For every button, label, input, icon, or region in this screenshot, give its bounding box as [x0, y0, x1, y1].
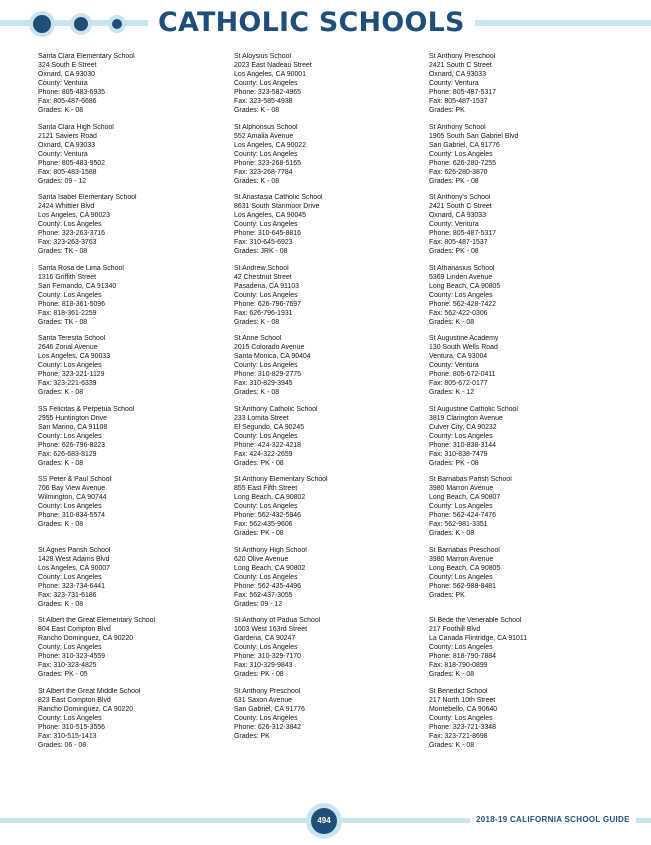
school-city: Montebello, CA 90640: [429, 705, 498, 713]
school-county: County: Los Angeles: [429, 644, 493, 651]
school-county: County: Los Angeles: [234, 644, 298, 651]
school-fax: Fax: 805-483-1588: [38, 168, 97, 176]
school-fax: Fax: 626-683-8129: [38, 450, 97, 458]
school-street: 42 Chestnut Street: [234, 273, 292, 281]
school-phone: Phone: 424-322-4218: [234, 441, 302, 449]
school-fax: Fax: 562-981-3351: [429, 521, 488, 528]
school-name: St Anthony High School: [234, 546, 307, 554]
school-county: County: Los Angeles: [234, 150, 298, 158]
school-county: County: Los Angeles: [234, 291, 298, 299]
school-grades: Grades: K - 12: [429, 389, 475, 396]
school-phone: Phone: 626-312-3842: [234, 723, 302, 731]
school-phone: Phone: 562-432-5946: [234, 512, 302, 519]
school-street: 1003 West 163rd Street: [234, 626, 308, 633]
school-phone: Phone: 310-515-3556: [38, 723, 106, 731]
school-county: County: Los Angeles: [429, 432, 493, 440]
school-county: County: Ventura: [38, 80, 88, 87]
school-fax: Fax: 562-437-3055: [234, 591, 293, 599]
school-fax: Fax: 323-731-6186: [38, 591, 97, 599]
school-entry: [429, 546, 617, 617]
school-city: Los Angeles, CA 90033: [38, 353, 111, 360]
school-phone: Phone: 310-323-4559: [38, 653, 106, 660]
school-entry: [429, 52, 617, 123]
school-phone: Phone: 818-361-5096: [38, 300, 106, 308]
school-name: SS Peter & Paul School: [38, 476, 112, 483]
school-phone: Phone: 310-329-7170: [234, 653, 302, 660]
school-street: 1428 West Adams Blvd: [38, 555, 110, 563]
school-street: 804 East Compton Blvd: [38, 626, 111, 633]
school-phone: Phone: 310-645-8816: [234, 230, 302, 237]
school-county: County: Los Angeles: [38, 432, 102, 440]
school-city: Rancho Dominguez, CA 90220: [38, 635, 134, 642]
school-entry: [429, 334, 617, 405]
school-fax: Fax: 562-422-0306: [429, 309, 488, 317]
school-name: St Anne School: [234, 335, 282, 342]
school-county: County: Los Angeles: [38, 221, 102, 228]
school-grades: Grades: PK: [429, 591, 465, 599]
school-entry: [38, 546, 226, 617]
school-county: County: Los Angeles: [429, 573, 493, 581]
school-street: 631 Saxon Avenue: [234, 696, 293, 704]
school-name: St Andrew School: [234, 264, 289, 272]
school-phone: Phone: 323-721-3348: [429, 723, 497, 731]
school-street: 552 Amalia Avenue: [234, 132, 294, 140]
school-entry: [234, 616, 422, 687]
school-fax: Fax: 805-487-6686: [38, 98, 97, 105]
school-grades: Grades: PK: [429, 107, 465, 114]
school-name: St Anastasia Catholic School: [234, 194, 323, 201]
school-county: County: Los Angeles: [234, 362, 298, 369]
school-county: County: Ventura: [429, 362, 479, 369]
page-title: CATHOLIC SCHOOLS: [148, 6, 475, 40]
school-name: St Anthony Catholic School: [234, 405, 318, 413]
school-phone: Phone: 323-734-6441: [38, 582, 106, 590]
school-name: St Alphonsus School: [234, 123, 298, 131]
school-street: 3819 Clarington Avenue: [429, 414, 503, 422]
school-grades: Grades: K - 08: [429, 671, 475, 678]
school-grades: Grades: K - 08: [38, 389, 84, 396]
school-fax: Fax: 626-796-1931: [234, 309, 293, 317]
school-street: 5369 Linden Avenue: [429, 273, 493, 281]
school-entry: [429, 193, 617, 264]
school-city: Rancho Dominguez, CA 90220: [38, 705, 134, 713]
school-street: 1316 Griffith Street: [38, 273, 97, 281]
school-county: County: Los Angeles: [429, 503, 493, 510]
school-phone: Phone: 323-263-3716: [38, 230, 106, 237]
school-name: St Anthony Elementary School: [234, 476, 328, 483]
school-city: San Marino, CA 91108: [38, 423, 108, 431]
school-city: Long Beach, CA 90807: [429, 494, 501, 501]
school-city: Los Angeles, CA 90023: [38, 212, 111, 219]
school-street: 855 East Fifth Street: [234, 485, 298, 492]
school-entry: [234, 405, 422, 476]
school-phone: Phone: 310-829-2775: [234, 371, 302, 378]
school-street: 823 East Compton Blvd: [38, 696, 111, 704]
school-grades: Grades: PK: [234, 732, 270, 740]
school-entry: [38, 52, 226, 123]
school-city: San Fernando, CA 91340: [38, 282, 117, 290]
school-grades: Grades: JRK - 08: [234, 248, 288, 255]
school-city: Gardena, CA 90247: [234, 635, 296, 642]
school-street: 2421 South C Street: [429, 203, 492, 210]
school-fax: Fax: 818-790-0899: [429, 662, 488, 669]
school-city: Long Beach, CA 90802: [234, 564, 306, 572]
school-street: 1905 South San Gabriel Blvd: [429, 132, 519, 140]
school-phone: Phone: 323-268-5165: [234, 159, 302, 167]
school-entry: [234, 687, 422, 758]
page-number: 494: [311, 808, 337, 834]
school-phone: Phone: 323-221-1129: [38, 371, 105, 378]
school-phone: Phone: 562-424-7476: [429, 512, 497, 519]
school-fax: Fax: 310-838-7479: [429, 450, 488, 458]
school-entry: [38, 475, 226, 546]
school-street: 620 Olive Avenue: [234, 555, 289, 563]
school-fax: Fax: 310-829-3945: [234, 380, 293, 387]
school-name: Santa Isabel Elementary School: [38, 194, 137, 201]
school-grades: Grades: PK - 08: [234, 459, 284, 467]
school-fax: Fax: 310-329-9843: [234, 662, 293, 669]
school-entry: [429, 123, 617, 194]
school-phone: Phone: 805-487-5317: [429, 89, 497, 96]
school-entry: [38, 123, 226, 194]
school-phone: Phone: 626-280-7255: [429, 159, 497, 167]
school-name: St Anthony's School: [429, 194, 491, 201]
school-fax: Fax: 818-361-2259: [38, 309, 97, 317]
school-grades: Grades: PK - 08: [234, 530, 284, 537]
school-entry: [234, 123, 422, 194]
school-grades: Grades: PK - 08: [429, 177, 479, 185]
school-name: Santa Teresita School: [38, 335, 106, 342]
school-entry: [234, 334, 422, 405]
school-phone: Phone: 805-672-0411: [429, 371, 496, 378]
school-city: Pasadena, CA 91103: [234, 282, 299, 290]
school-city: Oxnard, CA 93033: [429, 71, 486, 78]
school-city: El Segundo, CA 90245: [234, 423, 305, 431]
school-entry: [429, 475, 617, 546]
school-grades: Grades: TK - 08: [38, 318, 88, 326]
school-entry: [38, 405, 226, 476]
school-fax: Fax: 805-672-0177: [429, 380, 488, 387]
school-city: Long Beach, CA 90805: [429, 564, 501, 572]
school-county: County: Los Angeles: [38, 291, 102, 299]
school-name: St Anthony School: [429, 123, 486, 131]
school-street: 2121 Saviers Road: [38, 132, 97, 140]
school-fax: Fax: 805-487-1537: [429, 98, 488, 105]
school-grades: Grades: K - 08: [429, 741, 475, 749]
school-fax: Fax: 310-323-4825: [38, 662, 97, 669]
school-grades: Grades: K - 08: [429, 530, 475, 537]
school-grades: Grades: PK - 08: [429, 248, 479, 255]
school-entry: [38, 334, 226, 405]
school-grades: Grades: PK - 05: [38, 671, 88, 678]
school-phone: Phone: 323-582-4965: [234, 89, 302, 96]
school-grades: Grades: K - 08: [234, 318, 280, 326]
school-entry: [38, 264, 226, 335]
school-name: St Anthony Preschool: [234, 687, 301, 695]
school-phone: Phone: 626-796-8223: [38, 441, 106, 449]
school-name: St Augustine Catholic School: [429, 405, 518, 413]
school-city: Los Angeles, CA 90001: [234, 71, 307, 78]
school-name: St Benedict School: [429, 687, 488, 695]
school-county: County: Los Angeles: [38, 573, 102, 581]
school-fax: Fax: 805-487-1537: [429, 239, 488, 246]
school-grades: Grades: K - 08: [38, 459, 84, 467]
school-grades: Grades: K - 08: [38, 521, 84, 528]
school-name: St Barnabas Parish School: [429, 476, 512, 483]
school-name: St Anthony Preschool: [429, 53, 496, 60]
school-fax: Fax: 626-280-3870: [429, 168, 488, 176]
school-fax: Fax: 323-585-4938: [234, 98, 293, 105]
school-fax: Fax: 323-263-3763: [38, 239, 97, 246]
school-county: County: Los Angeles: [429, 150, 493, 158]
school-city: Oxnard, CA 93033: [38, 141, 95, 149]
decor-dot-3: [112, 19, 122, 29]
column-3: [429, 52, 619, 757]
school-county: County: Los Angeles: [429, 291, 493, 299]
school-phone: Phone: 626-796-7697: [234, 300, 302, 308]
school-grades: Grades: K - 08: [38, 107, 84, 114]
school-name: St Augustine Academy: [429, 335, 499, 342]
school-street: 706 Bay View Avenue: [38, 485, 106, 492]
column-1: [38, 52, 228, 757]
school-grades: Grades: K - 08: [234, 389, 280, 396]
school-county: County: Los Angeles: [38, 644, 102, 651]
school-grades: Grades: K - 08: [38, 600, 84, 608]
school-name: St Athanasius School: [429, 264, 495, 272]
school-entry: [234, 193, 422, 264]
school-entry: [429, 687, 617, 758]
school-name: St Aloysius School: [234, 53, 291, 60]
school-entry: [234, 52, 422, 123]
school-name: Santa Clara Elementary School: [38, 53, 135, 60]
school-phone: Phone: 805-487-5317: [429, 230, 497, 237]
school-county: County: Los Angeles: [234, 573, 298, 581]
school-street: 2023 East Nadeau Street: [234, 62, 312, 69]
school-grades: Grades: TK - 08: [38, 248, 88, 255]
school-street: 217 North 10th Street: [429, 696, 496, 704]
school-county: County: Los Angeles: [234, 80, 298, 87]
school-name: St Barnabas Preschool: [429, 546, 500, 554]
guide-title: 2018-19 CALIFORNIA SCHOOL GUIDE: [470, 813, 636, 827]
school-name: St Anthony of Padua School: [234, 617, 321, 624]
school-city: San Gabriel, CA 91776: [429, 141, 500, 149]
school-name: Santa Clara High School: [38, 123, 114, 131]
school-street: 233 Lomita Street: [234, 414, 289, 422]
school-name: St Albert the Great Middle School: [38, 687, 141, 695]
school-street: 2421 South C Street: [429, 62, 492, 69]
school-fax: Fax: 310-515-1413: [38, 732, 97, 740]
school-city: Oxnard, CA 93030: [38, 71, 95, 78]
school-county: County: Los Angeles: [234, 221, 298, 228]
school-entry: [234, 475, 422, 546]
column-2: [234, 52, 424, 757]
school-county: County: Los Angeles: [234, 714, 298, 722]
school-county: County: Los Angeles: [38, 714, 102, 722]
school-phone: Phone: 310-834-5574: [38, 512, 106, 519]
school-phone: Phone: 818-790-7884: [429, 653, 497, 660]
school-street: 3980 Marron Avenue: [429, 485, 494, 492]
school-county: County: Los Angeles: [429, 714, 493, 722]
school-fax: Fax: 424-322-2659: [234, 450, 293, 458]
school-city: Long Beach, CA 90802: [234, 494, 306, 501]
decor-dot-1: [33, 15, 51, 33]
school-city: Los Angeles, CA 90022: [234, 141, 307, 149]
school-fax: Fax: 562-435-9606: [234, 521, 293, 528]
school-entry: [234, 264, 422, 335]
school-phone: Phone: 562-435-4496: [234, 582, 302, 590]
school-county: County: Los Angeles: [234, 432, 298, 440]
school-city: Los Angeles, CA 90045: [234, 212, 307, 219]
school-street: 2955 Huntington Drive: [38, 414, 107, 422]
school-city: Santa Monica, CA 90404: [234, 353, 311, 360]
school-fax: Fax: 310-645-6923: [234, 239, 293, 246]
school-county: County: Ventura: [429, 80, 479, 87]
school-phone: Phone: 562-428-7422: [429, 300, 497, 308]
school-city: Ventura, CA 93004: [429, 353, 488, 360]
school-county: County: Los Angeles: [38, 503, 102, 510]
school-entry: [38, 687, 226, 758]
school-grades: Grades: PK - 08: [429, 459, 479, 467]
school-grades: Grades: K - 08: [429, 318, 475, 326]
school-street: 217 Foothill Blvd: [429, 626, 481, 633]
school-city: Oxnard, CA 93033: [429, 212, 486, 219]
school-name: St Albert the Great Elementary School: [38, 617, 156, 624]
school-street: 2015 Colorado Avenue: [234, 344, 305, 351]
school-grades: Grades: K - 08: [234, 107, 280, 114]
school-name: St Bede the Venerable School: [429, 617, 522, 624]
school-phone: Phone: 310-838-3144: [429, 441, 497, 449]
school-entry: [429, 616, 617, 687]
school-grades: Grades: PK - 08: [234, 671, 284, 678]
school-phone: Phone: 562-988-8481: [429, 582, 497, 590]
school-fax: Fax: 323-268-7784: [234, 168, 293, 176]
school-city: Wilmington, CA 90744: [38, 494, 107, 501]
school-county: County: Los Angeles: [38, 362, 102, 369]
school-grades: Grades: 09 - 12: [38, 177, 87, 185]
school-phone: Phone: 805-483-9502: [38, 159, 106, 167]
school-grades: Grades: 06 - 08: [38, 741, 87, 749]
school-city: Long Beach, CA 90805: [429, 282, 501, 290]
school-entry: [38, 193, 226, 264]
school-entry: [429, 405, 617, 476]
school-entry: [234, 546, 422, 617]
school-name: SS Felicitas & Perpetua School: [38, 405, 135, 413]
school-street: 3980 Marron Avenue: [429, 555, 494, 563]
school-city: Los Angeles, CA 90007: [38, 564, 111, 572]
school-grades: Grades: 09 - 12: [234, 600, 283, 608]
school-street: 130 South Wells Road: [429, 344, 498, 351]
school-phone: Phone: 805-483-6935: [38, 89, 106, 96]
school-street: 324 South E Street: [38, 62, 97, 69]
school-county: County: Ventura: [429, 221, 479, 228]
school-street: 8631 South Stanmoor Drive: [234, 203, 320, 210]
school-city: La Canada Flintridge, CA 91011: [429, 635, 528, 642]
school-fax: Fax: 323-221-6339: [38, 380, 97, 387]
school-county: County: Ventura: [38, 150, 88, 158]
school-street: 2424 Whittier Blvd: [38, 203, 95, 210]
school-entry: [38, 616, 226, 687]
school-street: 2646 Zonal Avenue: [38, 344, 98, 351]
school-name: St Agnes Parish School: [38, 546, 111, 554]
school-city: San Gabriel, CA 91776: [234, 705, 305, 713]
school-entry: [429, 264, 617, 335]
school-name: Santa Rosa de Lima School: [38, 264, 124, 272]
school-fax: Fax: 323-721-8698: [429, 732, 488, 740]
school-city: Culver City, CA 90232: [429, 423, 497, 431]
decor-dot-2: [74, 17, 88, 31]
school-grades: Grades: K - 08: [234, 177, 280, 185]
school-county: County: Los Angeles: [234, 503, 298, 510]
